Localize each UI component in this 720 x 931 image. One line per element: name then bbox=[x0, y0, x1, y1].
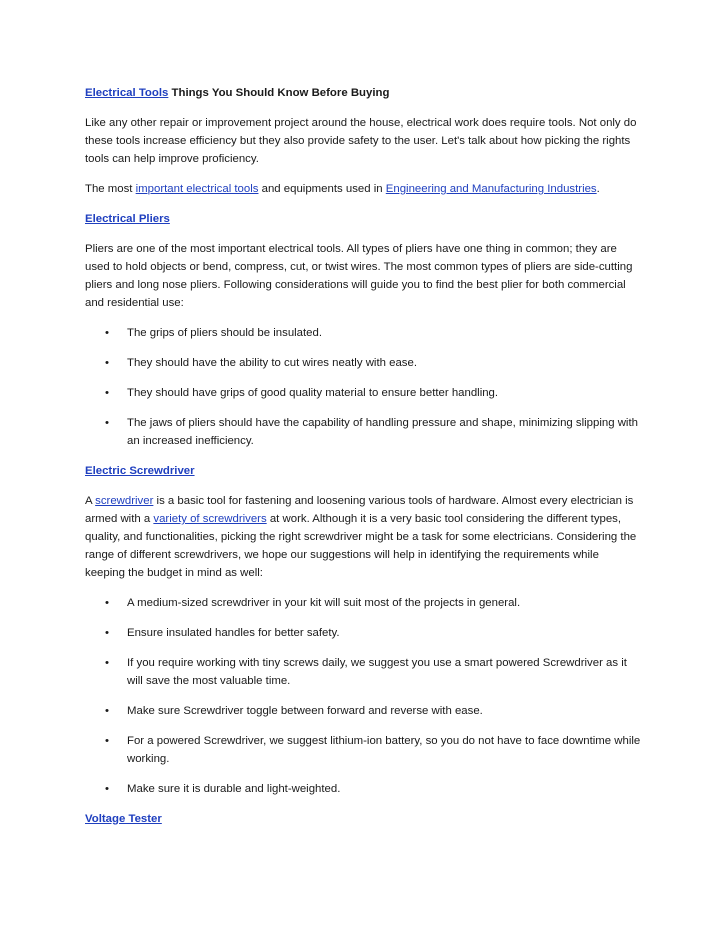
most-post-text: . bbox=[596, 183, 600, 195]
screwdriver-link[interactable]: screwdriver bbox=[95, 495, 154, 507]
bullet-icon: • bbox=[105, 417, 109, 429]
bullet-icon: • bbox=[105, 327, 109, 339]
intro-paragraph: Like any other repair or improvement project around the house, electrical work does require tools. Not only do these tools increase efficiency but they also provide safety to the user. Let's talk about how picking the rights tools can help improve proficiency. bbox=[85, 117, 637, 165]
variety-of-screwdrivers-link[interactable]: variety of screwdrivers bbox=[153, 513, 267, 525]
list-item-text: A medium-sized screwdriver in your kit will suit most of the projects in general. bbox=[127, 597, 521, 609]
most-pre-text: The most bbox=[85, 183, 136, 195]
list-item bbox=[85, 324, 641, 342]
bullet-icon: • bbox=[105, 705, 109, 717]
list-item-text: For a powered Screwdriver, we suggest lithium-ion battery, so you do not have to face downtime while working. bbox=[127, 735, 641, 765]
screwdriver-heading bbox=[85, 462, 641, 480]
list-item-text: The jaws of pliers should have the capability of handling pressure and shape, minimizing slipping with an increased inefficiency. bbox=[127, 417, 638, 447]
pliers-paragraph: Pliers are one of the most important electrical tools. All types of pliers have one thing in common; they are used to hold objects or bend, compress, cut, or twist wires. The most common types of pliers are side-cutting pliers and long nose pliers. Following considerations will guide you to find the best plier for both commercial and residential use: bbox=[85, 243, 633, 309]
list-item bbox=[85, 654, 641, 690]
engineering-industries-link[interactable]: Engineering and Manufacturing Industries bbox=[385, 183, 597, 195]
screwdriver-text-b: is a basic tool for fastening and loosening various tools of hardware. Almost every electrician is armed with a bbox=[85, 495, 634, 525]
bullet-icon: • bbox=[105, 627, 109, 639]
list-item-text: If you require working with tiny screws daily, we suggest you use a smart powered Screwdriver as it will save the most valuable time. bbox=[127, 657, 627, 687]
list-item-text: Make sure Screwdriver toggle between forward and reverse with ease. bbox=[127, 705, 483, 717]
list-item bbox=[85, 732, 641, 768]
bullet-icon: • bbox=[105, 657, 109, 669]
pliers-heading bbox=[85, 210, 641, 228]
list-item bbox=[85, 354, 641, 372]
list-item-text: Ensure insulated handles for better safety. bbox=[127, 627, 340, 639]
list-item bbox=[85, 594, 641, 612]
title-rest: Things You Should Know Before Buying bbox=[168, 87, 390, 99]
list-item bbox=[85, 702, 641, 720]
list-item-text: Make sure it is durable and light-weighted. bbox=[127, 783, 341, 795]
list-item bbox=[85, 384, 641, 402]
electric-screwdriver-link[interactable]: Electric Screwdriver bbox=[85, 465, 195, 477]
list-item bbox=[85, 780, 641, 798]
important-electrical-tools-link[interactable]: important electrical tools bbox=[135, 183, 259, 195]
list-item-text: They should have the ability to cut wires neatly with ease. bbox=[127, 357, 417, 369]
bullet-icon: • bbox=[105, 357, 109, 369]
bullet-icon: • bbox=[105, 735, 109, 747]
bullet-icon: • bbox=[105, 387, 109, 399]
list-item-text: The grips of pliers should be insulated. bbox=[127, 327, 323, 339]
screwdriver-text-c: at work. Although it is a very basic tool considering the different types, quality, and functionalities, picking the right screwdriver might be a task for some electricians. Considering the range of different screwdrivers, we hope our suggestions will help in identifying the requirements while keeping the budget in mind as well: bbox=[85, 513, 637, 579]
list-item bbox=[85, 414, 641, 450]
pliers-list bbox=[85, 324, 641, 450]
screwdriver-list bbox=[85, 594, 641, 798]
electrical-tools-link[interactable]: Electrical Tools bbox=[85, 87, 169, 99]
voltage-tester-heading bbox=[85, 810, 641, 828]
list-item-text: They should have grips of good quality material to ensure better handling. bbox=[127, 387, 499, 399]
bullet-icon: • bbox=[105, 597, 109, 609]
bullet-icon: • bbox=[105, 783, 109, 795]
list-item bbox=[85, 624, 641, 642]
page-title bbox=[85, 84, 641, 102]
most-tools-paragraph bbox=[85, 180, 641, 198]
voltage-tester-link[interactable]: Voltage Tester bbox=[85, 813, 162, 825]
screwdriver-paragraph bbox=[85, 492, 641, 582]
most-mid-text: and equipments used in bbox=[258, 183, 386, 195]
document-page bbox=[85, 84, 641, 840]
electrical-pliers-link[interactable]: Electrical Pliers bbox=[85, 213, 170, 225]
screwdriver-text-a: A bbox=[85, 495, 96, 507]
